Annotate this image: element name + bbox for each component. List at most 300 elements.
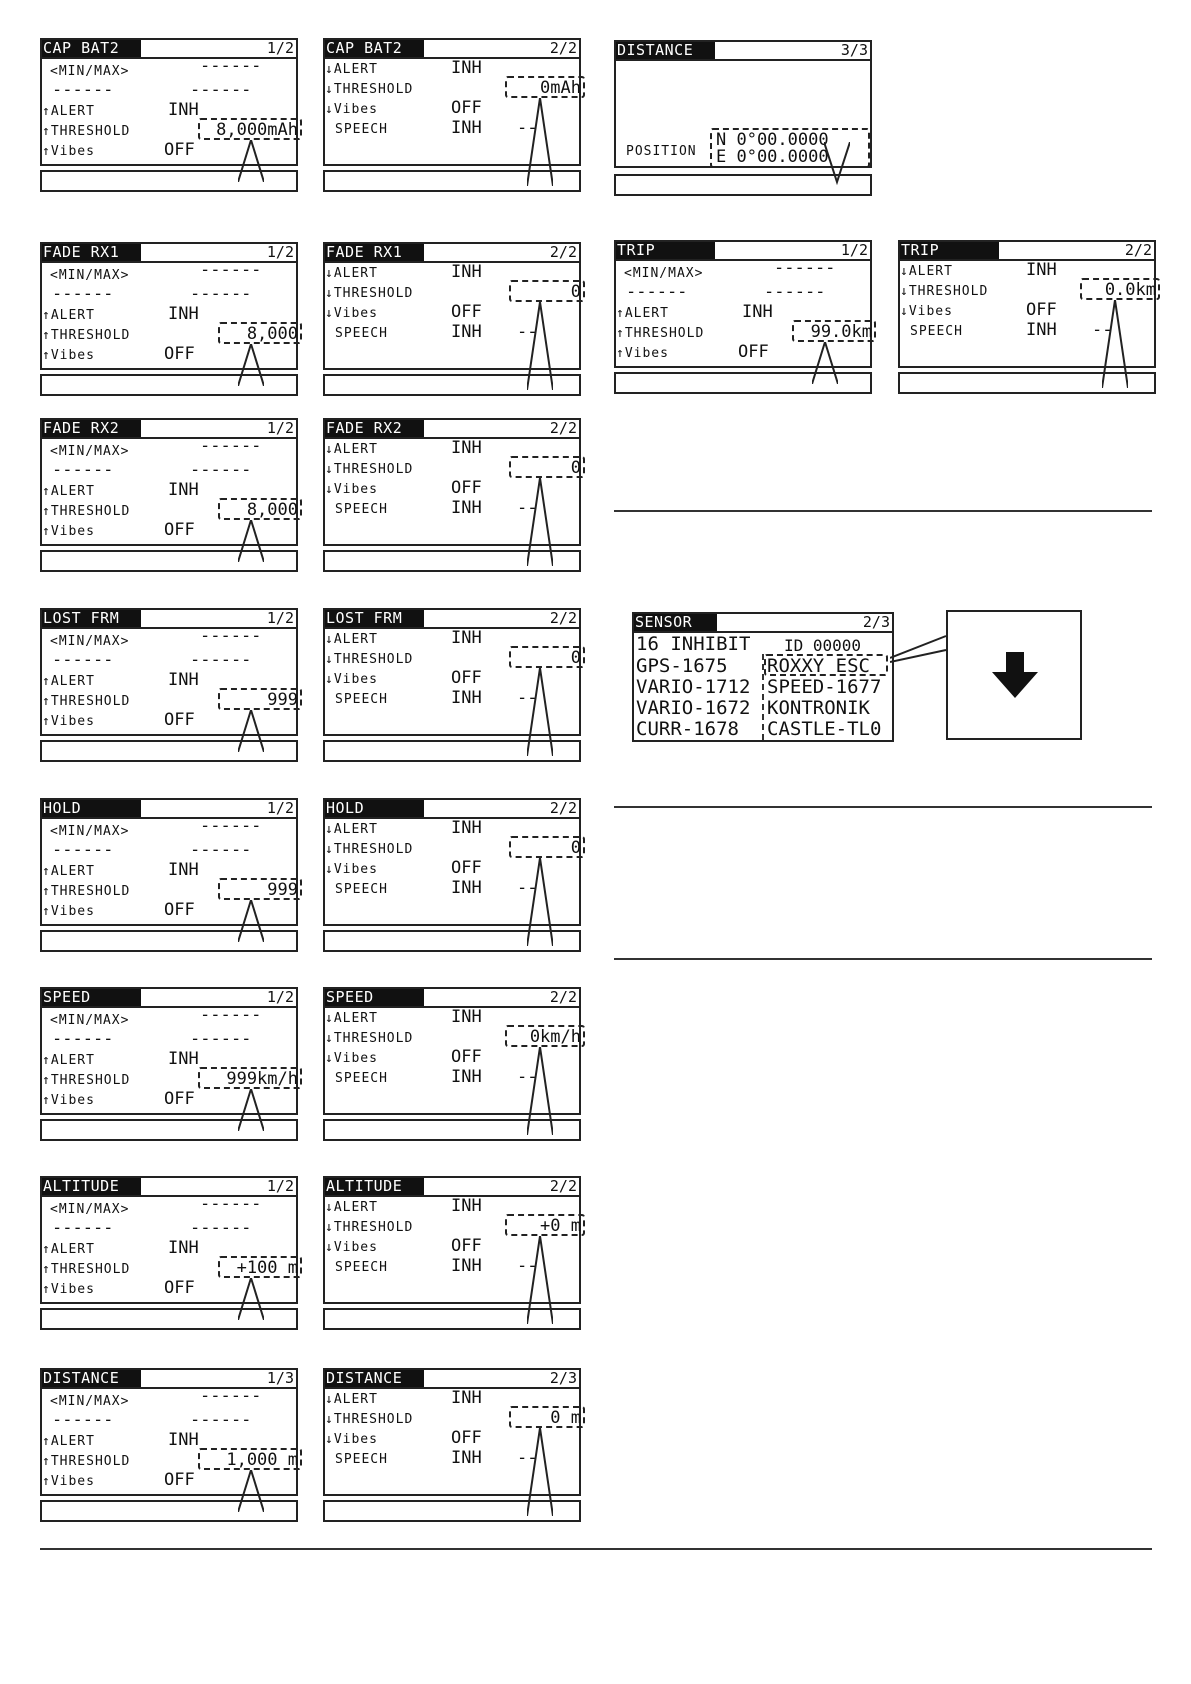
alert-value: INH bbox=[451, 1196, 482, 1216]
threshold-value-box bbox=[509, 456, 585, 478]
minmax-label: <MIN/MAX> bbox=[50, 1013, 130, 1028]
alert-label: ↓ALERT bbox=[325, 632, 378, 647]
alert-label: ↓ALERT bbox=[900, 264, 953, 279]
threshold-value-box bbox=[509, 836, 585, 858]
vibes-label: ↑Vibes bbox=[42, 1093, 95, 1108]
vibes-value: OFF bbox=[164, 1470, 195, 1490]
callout-pointer bbox=[238, 1278, 264, 1320]
threshold-value-box bbox=[198, 1067, 302, 1089]
vibes-value: OFF bbox=[451, 1236, 482, 1256]
threshold-label: ↓THRESHOLD bbox=[325, 462, 414, 477]
position-label: POSITION bbox=[626, 144, 697, 159]
threshold-value: 1,000 m bbox=[226, 1450, 298, 1470]
callout-pointer bbox=[527, 302, 553, 390]
vibes-value: OFF bbox=[164, 140, 195, 160]
speech-dashes: -- bbox=[517, 118, 538, 138]
screen-page: 2/3 bbox=[862, 613, 890, 631]
lcd-display bbox=[323, 242, 581, 370]
alert-label: ↑ALERT bbox=[42, 1053, 95, 1068]
min-value-right: ------ bbox=[190, 1218, 252, 1238]
vibes-label: ↑Vibes bbox=[42, 1474, 95, 1489]
arrow-down-icon bbox=[990, 652, 1040, 700]
lcd-display bbox=[323, 1368, 581, 1496]
alert-label: ↓ALERT bbox=[325, 1392, 378, 1407]
threshold-label: ↑THRESHOLD bbox=[42, 1262, 131, 1277]
screen-page: 3/3 bbox=[840, 41, 868, 59]
telemetry-screen bbox=[323, 1368, 581, 1522]
speech-value: INH bbox=[451, 322, 482, 342]
speech-dashes: -- bbox=[517, 878, 538, 898]
vibes-value: OFF bbox=[164, 1278, 195, 1298]
alert-label: ↓ALERT bbox=[325, 822, 378, 837]
screen-page: 2/2 bbox=[549, 799, 577, 817]
alert-value: INH bbox=[168, 304, 199, 324]
minmax-label: <MIN/MAX> bbox=[50, 1202, 130, 1217]
speech-value: INH bbox=[451, 1448, 482, 1468]
min-value-right: ------ bbox=[190, 840, 252, 860]
screen-page: 1/3 bbox=[266, 1369, 294, 1387]
threshold-value-box bbox=[505, 1214, 585, 1236]
minmax-label: <MIN/MAX> bbox=[50, 634, 130, 649]
screen-title: HOLD bbox=[42, 800, 141, 817]
min-value-right: ------ bbox=[764, 282, 826, 302]
sensor-left-item: GPS-1675 bbox=[636, 655, 728, 677]
screen-page: 1/2 bbox=[840, 241, 868, 259]
callout-pointer bbox=[238, 900, 264, 942]
threshold-value-box bbox=[218, 498, 302, 520]
alert-label: ↑ALERT bbox=[42, 484, 95, 499]
screen-page: 2/2 bbox=[549, 419, 577, 437]
speech-value: INH bbox=[451, 118, 482, 138]
vibes-value: OFF bbox=[451, 98, 482, 118]
speech-label: SPEECH bbox=[335, 326, 388, 341]
threshold-value: 8,000 bbox=[246, 324, 298, 344]
screen-title: SPEED bbox=[325, 989, 424, 1006]
max-value: ------ bbox=[200, 56, 262, 76]
minmax-label: <MIN/MAX> bbox=[50, 824, 130, 839]
threshold-label: ↑THRESHOLD bbox=[42, 1454, 131, 1469]
speech-dashes: -- bbox=[517, 1067, 538, 1087]
min-value-right: ------ bbox=[190, 460, 252, 480]
speech-dashes: -- bbox=[517, 498, 538, 518]
screen-title: FADE RX1 bbox=[325, 244, 424, 261]
alert-label: ↑ALERT bbox=[42, 308, 95, 323]
threshold-label: ↓THRESHOLD bbox=[325, 652, 414, 667]
screen-page: 2/2 bbox=[1124, 241, 1152, 259]
sensor-right-item: CASTLE-TL0 bbox=[767, 718, 882, 740]
threshold-value: 0mAh bbox=[540, 78, 581, 98]
alert-label: ↓ALERT bbox=[325, 1200, 378, 1215]
alert-label: ↑ALERT bbox=[42, 674, 95, 689]
alert-value: INH bbox=[168, 1049, 199, 1069]
vibes-value: OFF bbox=[164, 520, 195, 540]
sensor-right-item: ROXXY ESC bbox=[767, 655, 870, 677]
speech-label: SPEECH bbox=[335, 882, 388, 897]
lcd-display bbox=[40, 798, 298, 926]
min-value-right: ------ bbox=[190, 1029, 252, 1049]
divider bbox=[40, 1548, 1152, 1550]
position-north: N 0°00.0000 bbox=[716, 130, 829, 150]
sensor-id: ID 00000 bbox=[784, 636, 862, 655]
min-value-right: ------ bbox=[190, 80, 252, 100]
telemetry-screen bbox=[323, 242, 581, 396]
threshold-value: 99.0km bbox=[810, 322, 872, 342]
vibes-value: OFF bbox=[164, 1089, 195, 1109]
threshold-value: 0 bbox=[570, 282, 581, 302]
vibes-value: OFF bbox=[451, 668, 482, 688]
callout-pointer bbox=[1102, 300, 1128, 388]
divider bbox=[614, 958, 1152, 960]
threshold-label: ↑THRESHOLD bbox=[42, 504, 131, 519]
divider bbox=[614, 510, 1152, 512]
threshold-value-box bbox=[505, 1025, 585, 1047]
minmax-label: <MIN/MAX> bbox=[50, 1394, 130, 1409]
min-value: ------ bbox=[52, 1218, 114, 1238]
divider bbox=[614, 806, 1152, 808]
vibes-label: ↑Vibes bbox=[42, 1282, 95, 1297]
screen-page: 2/2 bbox=[549, 39, 577, 57]
speech-dashes: -- bbox=[517, 1448, 538, 1468]
vibes-label: ↑Vibes bbox=[616, 346, 669, 361]
threshold-label: ↑THRESHOLD bbox=[42, 328, 131, 343]
sensor-left-item: VARIO-1672 bbox=[636, 697, 751, 719]
screen-page: 1/2 bbox=[266, 419, 294, 437]
max-value: ------ bbox=[200, 260, 262, 280]
vibes-value: OFF bbox=[164, 900, 195, 920]
alert-label: ↑ALERT bbox=[42, 1434, 95, 1449]
threshold-value: 999 bbox=[267, 880, 298, 900]
minmax-label: <MIN/MAX> bbox=[50, 444, 130, 459]
callout-box bbox=[946, 610, 1082, 740]
callout-pointer bbox=[238, 1470, 264, 1512]
speech-label: SPEECH bbox=[335, 502, 388, 517]
min-value-right: ------ bbox=[190, 650, 252, 670]
screen-page: 1/2 bbox=[266, 39, 294, 57]
alert-value: INH bbox=[451, 438, 482, 458]
callout-pointer bbox=[527, 668, 553, 756]
telemetry-screen bbox=[323, 987, 581, 1141]
vibes-label: ↓Vibes bbox=[900, 304, 953, 319]
max-value: ------ bbox=[200, 436, 262, 456]
minmax-label: <MIN/MAX> bbox=[50, 268, 130, 283]
screen-page: 2/2 bbox=[549, 243, 577, 261]
callout-pointer bbox=[527, 1236, 553, 1324]
alert-value: INH bbox=[451, 1007, 482, 1027]
threshold-label: ↑THRESHOLD bbox=[42, 124, 131, 139]
alert-value: INH bbox=[168, 1430, 199, 1450]
lcd-display bbox=[323, 608, 581, 736]
position-east: E 0°00.0000 bbox=[716, 147, 829, 167]
screen-title: LOST FRM bbox=[325, 610, 424, 627]
alert-label: ↓ALERT bbox=[325, 442, 378, 457]
max-value: ------ bbox=[200, 1386, 262, 1406]
threshold-value-box bbox=[509, 646, 585, 668]
telemetry-screen bbox=[40, 418, 298, 572]
distance-position-screen bbox=[614, 40, 872, 196]
threshold-label: ↑THRESHOLD bbox=[616, 326, 705, 341]
threshold-label: ↓THRESHOLD bbox=[325, 286, 414, 301]
sensor-left-item: VARIO-1712 bbox=[636, 676, 751, 698]
threshold-label: ↑THRESHOLD bbox=[42, 694, 131, 709]
threshold-label: ↓THRESHOLD bbox=[900, 284, 989, 299]
min-value-right: ------ bbox=[190, 284, 252, 304]
screen-title: CAP BAT2 bbox=[325, 40, 424, 57]
alert-value: INH bbox=[451, 818, 482, 838]
telemetry-screen bbox=[323, 608, 581, 762]
speech-dashes: -- bbox=[517, 688, 538, 708]
speech-dashes: -- bbox=[517, 322, 538, 342]
vibes-label: ↓Vibes bbox=[325, 102, 378, 117]
telemetry-screen bbox=[323, 38, 581, 192]
alert-label: ↑ALERT bbox=[616, 306, 669, 321]
vibes-value: OFF bbox=[1026, 300, 1057, 320]
lcd-display bbox=[40, 242, 298, 370]
screen-title: SPEED bbox=[42, 989, 141, 1006]
screen-title: DISTANCE bbox=[42, 1370, 141, 1387]
alert-value: INH bbox=[168, 860, 199, 880]
threshold-value-box bbox=[198, 118, 302, 140]
screen-title: DISTANCE bbox=[325, 1370, 424, 1387]
screen-title: SENSOR bbox=[634, 614, 717, 631]
callout-pointer bbox=[527, 478, 553, 566]
screen-title: ALTITUDE bbox=[42, 1178, 141, 1195]
lcd-display bbox=[323, 38, 581, 166]
min-value: ------ bbox=[52, 80, 114, 100]
lcd-display bbox=[323, 1176, 581, 1304]
min-value-right: ------ bbox=[190, 1410, 252, 1430]
threshold-value-box bbox=[218, 1256, 302, 1278]
callout-pointer bbox=[824, 142, 850, 198]
telemetry-screen bbox=[40, 38, 298, 192]
screen-title: ALTITUDE bbox=[325, 1178, 424, 1195]
screen-page: 2/2 bbox=[549, 1177, 577, 1195]
max-value: ------ bbox=[200, 816, 262, 836]
alert-value: INH bbox=[451, 58, 482, 78]
threshold-label: ↑THRESHOLD bbox=[42, 884, 131, 899]
speech-label: SPEECH bbox=[335, 1071, 388, 1086]
vibes-label: ↓Vibes bbox=[325, 862, 378, 877]
min-value: ------ bbox=[52, 840, 114, 860]
vibes-label: ↑Vibes bbox=[42, 144, 95, 159]
vibes-label: ↓Vibes bbox=[325, 1432, 378, 1447]
min-value: ------ bbox=[52, 1410, 114, 1430]
alert-value: INH bbox=[451, 262, 482, 282]
vibes-label: ↑Vibes bbox=[42, 524, 95, 539]
vibes-label: ↓Vibes bbox=[325, 306, 378, 321]
callout-pointer bbox=[238, 140, 264, 182]
threshold-value-box bbox=[792, 320, 876, 342]
alert-value: INH bbox=[451, 628, 482, 648]
vibes-label: ↑Vibes bbox=[42, 904, 95, 919]
speech-label: SPEECH bbox=[335, 692, 388, 707]
telemetry-screen bbox=[614, 240, 872, 394]
lcd-display bbox=[898, 240, 1156, 368]
alert-value: INH bbox=[1026, 260, 1057, 280]
threshold-value: +0 m bbox=[540, 1216, 581, 1236]
vibes-label: ↓Vibes bbox=[325, 482, 378, 497]
threshold-value: 0 m bbox=[550, 1408, 581, 1428]
alert-label: ↑ALERT bbox=[42, 864, 95, 879]
lcd-display bbox=[323, 798, 581, 926]
threshold-value: 0 bbox=[570, 838, 581, 858]
threshold-value: 8,000mAh bbox=[216, 120, 298, 140]
threshold-value-box bbox=[218, 322, 302, 344]
threshold-value: 0 bbox=[570, 648, 581, 668]
vibes-value: OFF bbox=[738, 342, 769, 362]
telemetry-screen bbox=[40, 1368, 298, 1522]
threshold-value-box bbox=[198, 1448, 302, 1470]
telemetry-screen bbox=[40, 242, 298, 396]
alert-value: INH bbox=[742, 302, 773, 322]
threshold-value: 999 bbox=[267, 690, 298, 710]
threshold-label: ↓THRESHOLD bbox=[325, 82, 414, 97]
alert-label: ↑ALERT bbox=[42, 104, 95, 119]
threshold-label: ↓THRESHOLD bbox=[325, 1031, 414, 1046]
telemetry-screen bbox=[898, 240, 1156, 394]
threshold-value: 0km/h bbox=[529, 1027, 581, 1047]
telemetry-screen bbox=[323, 798, 581, 952]
screen-page: 1/2 bbox=[266, 243, 294, 261]
lcd-display bbox=[40, 1176, 298, 1304]
threshold-value-box bbox=[218, 878, 302, 900]
lcd-display bbox=[40, 38, 298, 166]
min-value: ------ bbox=[52, 1029, 114, 1049]
screen-title: FADE RX2 bbox=[42, 420, 141, 437]
telemetry-screen bbox=[40, 608, 298, 762]
telemetry-screen bbox=[40, 987, 298, 1141]
screen-title: HOLD bbox=[325, 800, 424, 817]
threshold-label: ↓THRESHOLD bbox=[325, 842, 414, 857]
screen-title: LOST FRM bbox=[42, 610, 141, 627]
screen-page: 2/2 bbox=[549, 609, 577, 627]
threshold-label: ↓THRESHOLD bbox=[325, 1412, 414, 1427]
screen-page: 2/2 bbox=[549, 988, 577, 1006]
minmax-label: <MIN/MAX> bbox=[624, 266, 704, 281]
vibes-label: ↑Vibes bbox=[42, 348, 95, 363]
max-value: ------ bbox=[200, 1194, 262, 1214]
callout-pointer bbox=[527, 1428, 553, 1516]
sensor-right-item: KONTRONIK bbox=[767, 697, 870, 719]
min-value: ------ bbox=[52, 284, 114, 304]
lcd-display bbox=[40, 418, 298, 546]
alert-label: ↑ALERT bbox=[42, 1242, 95, 1257]
vibes-value: OFF bbox=[164, 710, 195, 730]
sensor-inhibit: 16 INHIBIT bbox=[636, 633, 751, 655]
vibes-label: ↑Vibes bbox=[42, 714, 95, 729]
telemetry-screen bbox=[40, 798, 298, 952]
vibes-value: OFF bbox=[164, 344, 195, 364]
threshold-value-box bbox=[218, 688, 302, 710]
screen-page: 1/2 bbox=[266, 799, 294, 817]
alert-value: INH bbox=[168, 1238, 199, 1258]
speech-value: INH bbox=[451, 688, 482, 708]
screen-title: FADE RX1 bbox=[42, 244, 141, 261]
callout-connector bbox=[890, 630, 950, 670]
speech-label: SPEECH bbox=[335, 122, 388, 137]
speech-value: INH bbox=[451, 1256, 482, 1276]
vibes-label: ↓Vibes bbox=[325, 672, 378, 687]
screen-title: TRIP bbox=[616, 242, 715, 259]
speech-dashes: -- bbox=[517, 1256, 538, 1276]
vibes-label: ↓Vibes bbox=[325, 1240, 378, 1255]
vibes-value: OFF bbox=[451, 1428, 482, 1448]
max-value: ------ bbox=[200, 1005, 262, 1025]
alert-value: INH bbox=[168, 100, 199, 120]
callout-pointer bbox=[527, 1047, 553, 1135]
threshold-label: ↓THRESHOLD bbox=[325, 1220, 414, 1235]
callout-pointer bbox=[238, 520, 264, 562]
lcd-display bbox=[323, 987, 581, 1115]
speech-label: SPEECH bbox=[335, 1260, 388, 1275]
threshold-value: +100 m bbox=[236, 1258, 298, 1278]
screen-title: DISTANCE bbox=[616, 42, 715, 59]
lcd-display bbox=[323, 418, 581, 546]
speech-label: SPEECH bbox=[335, 1452, 388, 1467]
sensor-left-item: CURR-1678 bbox=[636, 718, 739, 740]
callout-pointer bbox=[812, 342, 838, 384]
threshold-value: 8,000 bbox=[246, 500, 298, 520]
alert-value: INH bbox=[451, 1388, 482, 1408]
alert-value: INH bbox=[168, 670, 199, 690]
max-value: ------ bbox=[200, 626, 262, 646]
speech-value: INH bbox=[451, 878, 482, 898]
threshold-value-box bbox=[505, 76, 585, 98]
vibes-value: OFF bbox=[451, 1047, 482, 1067]
vibes-value: OFF bbox=[451, 302, 482, 322]
screen-page: 1/2 bbox=[266, 609, 294, 627]
alert-value: INH bbox=[168, 480, 199, 500]
speech-value: INH bbox=[1026, 320, 1057, 340]
vibes-value: OFF bbox=[451, 858, 482, 878]
speech-value: INH bbox=[451, 1067, 482, 1087]
speech-value: INH bbox=[451, 498, 482, 518]
alert-label: ↓ALERT bbox=[325, 1011, 378, 1026]
screen-page: 1/2 bbox=[266, 988, 294, 1006]
speech-dashes: -- bbox=[1092, 320, 1113, 340]
callout-pointer bbox=[238, 344, 264, 386]
speech-label: SPEECH bbox=[910, 324, 963, 339]
alert-label: ↓ALERT bbox=[325, 266, 378, 281]
callout-pointer bbox=[527, 98, 553, 186]
callout-pointer bbox=[238, 1089, 264, 1131]
threshold-value: 0 bbox=[570, 458, 581, 478]
threshold-value-box bbox=[509, 280, 585, 302]
lcd-display bbox=[614, 240, 872, 368]
alert-label: ↓ALERT bbox=[325, 62, 378, 77]
telemetry-screen bbox=[323, 1176, 581, 1330]
screen-title: CAP BAT2 bbox=[42, 40, 141, 57]
min-value: ------ bbox=[626, 282, 688, 302]
threshold-value-box bbox=[509, 1406, 585, 1428]
callout-pointer bbox=[527, 858, 553, 946]
screen-title: TRIP bbox=[900, 242, 999, 259]
threshold-value: 0.0km bbox=[1104, 280, 1156, 300]
vibes-value: OFF bbox=[451, 478, 482, 498]
screen-page: 1/2 bbox=[266, 1177, 294, 1195]
telemetry-screen bbox=[323, 418, 581, 572]
threshold-value: 999km/h bbox=[226, 1069, 298, 1089]
screen-title: FADE RX2 bbox=[325, 420, 424, 437]
max-value: ------ bbox=[774, 258, 836, 278]
threshold-label: ↑THRESHOLD bbox=[42, 1073, 131, 1088]
telemetry-screen bbox=[40, 1176, 298, 1330]
sensor-right-item: SPEED-1677 bbox=[767, 676, 882, 698]
lcd-display bbox=[40, 1368, 298, 1496]
minmax-label: <MIN/MAX> bbox=[50, 64, 130, 79]
lcd-display bbox=[40, 987, 298, 1115]
lcd-display bbox=[40, 608, 298, 736]
threshold-value-box bbox=[1080, 278, 1160, 300]
